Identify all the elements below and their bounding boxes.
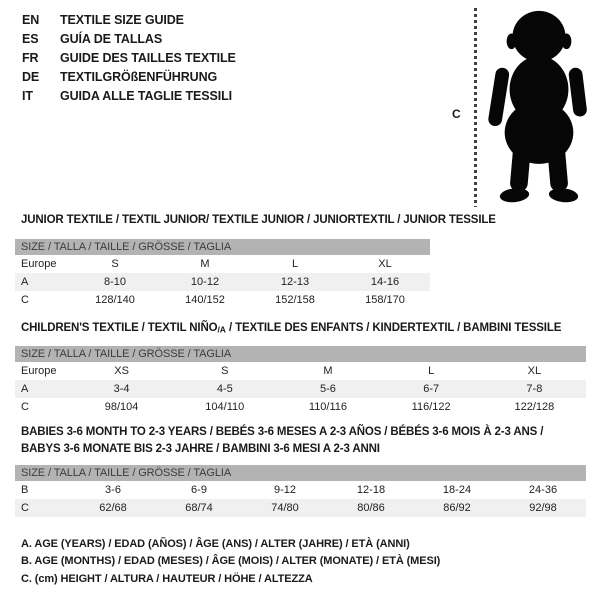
table-row (15, 481, 586, 499)
value-cell: L (291, 258, 299, 270)
value-cell: 3-6 (105, 484, 121, 496)
value-cell: 12-13 (280, 276, 310, 288)
language-code: FR (22, 51, 39, 65)
value-cell: M (323, 365, 333, 377)
value-cell: 5-6 (320, 383, 336, 395)
babies-title-line2: BABYS 3-6 MONATE BIS 2-3 JAHRE / BAMBINI 3-6 MESI A 2-3 ANNI (21, 443, 380, 455)
value-cell: 24-36 (528, 484, 558, 496)
junior-size-table (15, 239, 430, 309)
size-header-bar: SIZE / TALLA / TAILLE / GRÖSSE / TAGLIA (15, 465, 586, 481)
language-row-de (22, 68, 236, 87)
value-cell: XL (527, 365, 542, 377)
value-cell: XL (378, 258, 392, 270)
value-cell: XS (114, 365, 129, 377)
language-code: ES (22, 32, 39, 46)
value-cell: 122/128 (514, 401, 555, 413)
babies-section-title (21, 424, 586, 458)
table-header-row (15, 465, 586, 481)
row-label-cell: A (21, 276, 29, 288)
children-title-text: CHILDREN'S TEXTILE / TEXTIL NIÑO (21, 322, 218, 334)
value-cell: 110/116 (308, 401, 348, 413)
value-cell: 4-5 (216, 383, 233, 395)
value-cell: 140/152 (185, 294, 225, 306)
value-cell: M (200, 258, 210, 270)
value-cell: 7-8 (526, 383, 543, 395)
row-label-cell: B (21, 484, 29, 496)
table-row (15, 255, 430, 273)
value-cell: 8-10 (103, 276, 127, 288)
note-age-years: A. AGE (YEARS) / EDAD (AÑOS) / ÂGE (ANS) / ALTER (JAHRE) / ETÀ (ANNI) (21, 538, 410, 550)
note-height-cm: C. (cm) HEIGHT / ALTURA / HAUTEUR / HÖHE / ALTEZZA (21, 572, 313, 585)
row-label-cell: Europe (21, 365, 57, 377)
value-cell: 158/170 (365, 294, 405, 306)
language-code: IT (22, 89, 33, 103)
row-label-cell: Europe (21, 258, 57, 270)
size-header-bar: SIZE / TALLA / TAILLE / GRÖSSE / TAGLIA (15, 346, 586, 362)
value-cell: 116/122 (411, 401, 451, 413)
language-row-en (22, 11, 236, 30)
value-cell: 86/92 (443, 502, 471, 514)
row-label-cell: C (21, 294, 29, 306)
note-age-months: B. AGE (MONTHS) / EDAD (MESES) / ÂGE (MOIS) / ALTER (MONATE) / ETÀ (MESI) (21, 555, 441, 568)
babies-title-line1: BABIES 3-6 MONTH TO 2-3 YEARS / BEBÉS 3-6 MESES A 2-3 AÑOS / BÉBÉS 3-6 MOIS À 2-3 ANS / (21, 426, 544, 438)
table-row (15, 273, 430, 291)
table-header-row (15, 239, 430, 255)
table-header-row (15, 346, 586, 362)
table-row (15, 362, 586, 380)
language-title: TEXTILE SIZE GUIDE (60, 13, 184, 27)
value-cell: 74/80 (271, 502, 299, 514)
table-row (15, 291, 430, 309)
children-size-table (15, 346, 586, 416)
language-row-it (22, 87, 236, 106)
value-cell: 10-12 (190, 276, 220, 288)
value-cell: 98/104 (104, 401, 139, 413)
value-cell: S (111, 258, 119, 270)
value-cell: 152/158 (275, 294, 315, 306)
child-silhouette-icon (488, 8, 590, 206)
language-code: EN (22, 13, 40, 27)
language-row-es (22, 30, 236, 49)
value-cell: 128/140 (95, 294, 135, 306)
value-cell: 9-12 (273, 484, 297, 496)
children-title-text: / TEXTILE DES ENFANTS / KINDERTEXTIL / BAMBINI TESSILE (225, 322, 562, 334)
value-cell: L (428, 365, 435, 377)
value-cell: S (221, 365, 229, 377)
value-cell: 6-9 (191, 484, 207, 496)
junior-section-title: JUNIOR TEXTILE / TEXTIL JUNIOR/ TEXTILE JUNIOR / JUNIORTEXTIL / JUNIOR TESSILE (21, 214, 496, 226)
language-title: GUÍA DE TALLAS (60, 32, 163, 46)
babies-size-table (15, 465, 586, 517)
row-label-cell: C (21, 401, 29, 413)
language-list (22, 11, 236, 106)
children-title-subscript: /A (217, 324, 226, 335)
value-cell: 12-18 (356, 484, 386, 496)
value-cell: 14-16 (370, 276, 400, 288)
language-title: GUIDA ALLE TAGLIE TESSILI (60, 89, 233, 103)
value-cell: 62/68 (99, 502, 127, 514)
legend-notes (21, 536, 440, 588)
value-cell: 68/74 (185, 502, 213, 514)
height-measure-dashed-line (474, 8, 477, 207)
row-label-cell: A (21, 383, 29, 395)
value-cell: 80/86 (357, 502, 385, 514)
value-cell: 18-24 (442, 484, 472, 496)
table-row (15, 380, 586, 398)
value-cell: 104/110 (205, 401, 245, 413)
table-row (15, 499, 586, 517)
language-code: DE (22, 70, 40, 84)
language-row-fr (22, 49, 236, 68)
height-measure-label: C (452, 107, 461, 121)
size-header-bar: SIZE / TALLA / TAILLE / GRÖSSE / TAGLIA (15, 239, 430, 255)
value-cell: 3-4 (113, 383, 130, 395)
language-title: TEXTILGRÖßENFÜHRUNG (60, 70, 218, 84)
value-cell: 6-7 (423, 383, 440, 395)
row-label-cell: C (21, 502, 29, 514)
language-title: GUIDE DES TAILLES TEXTILE (60, 51, 236, 65)
children-section-title (21, 320, 561, 339)
value-cell: 92/98 (529, 502, 557, 514)
table-row (15, 398, 586, 416)
